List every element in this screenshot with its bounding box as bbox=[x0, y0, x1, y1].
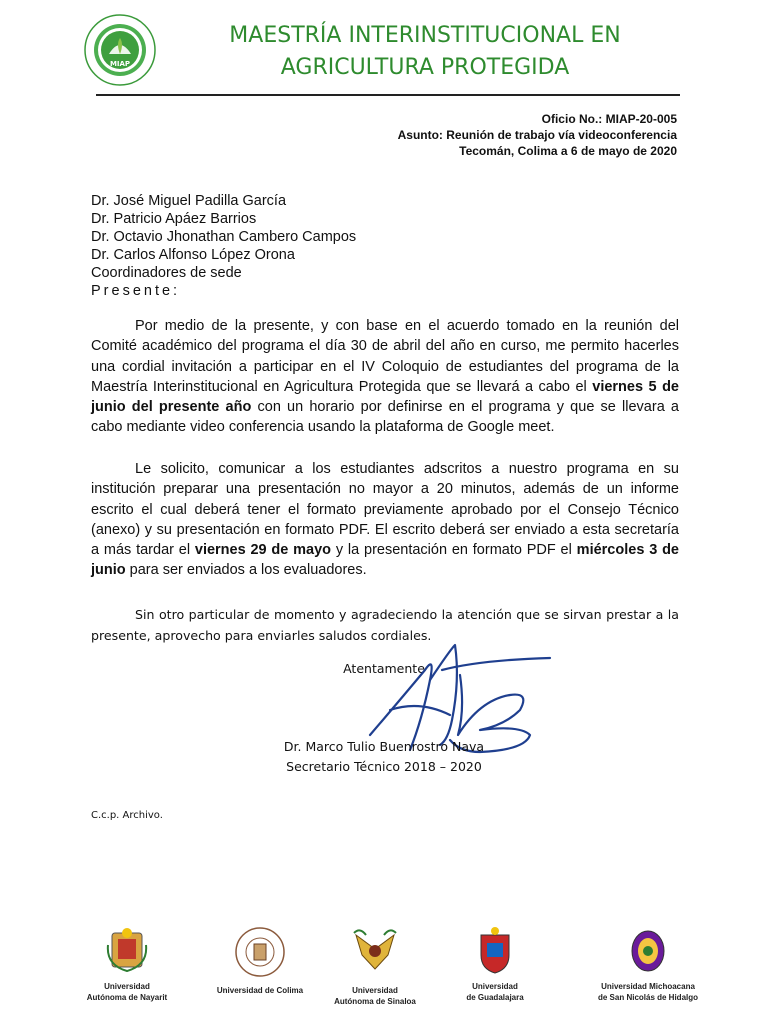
p2-text-a: Le solicito, comunicar a los estudiantes adscritos a nuestro programa en su institución preparar una presentación no mayor a 20 minutos, además de un informe escrito el cual deberá tener el formato previamente aprobado por el Consejo Técnico (anexo) y su presentación en formato PDF. El escrito deberá ser enviado a esta secretaría a más tardar el bbox=[91, 461, 679, 559]
program-title-line2: AGRICULTURA PROTEGIDA bbox=[280, 55, 570, 80]
recipients-role: Coordinadores de sede bbox=[91, 265, 242, 281]
signer-role: Secretario Técnico 2018 – 2020 bbox=[286, 759, 482, 774]
presente-label: Presente: bbox=[91, 283, 181, 299]
university-guadalajara bbox=[440, 925, 550, 1003]
oficio-place-date: Tecomán, Colima a 6 de mayo de 2020 bbox=[459, 144, 677, 158]
colima-seal-icon bbox=[233, 925, 287, 979]
nayarit-crest-icon bbox=[102, 925, 152, 975]
oficio-number: Oficio No.: MIAP-20-005 bbox=[541, 112, 677, 126]
oficio-subject: Asunto: Reunión de trabajo vía videoconferencia bbox=[397, 128, 677, 142]
university-michoacana bbox=[585, 925, 711, 1003]
university-nayarit bbox=[72, 925, 182, 1003]
paragraph-request bbox=[91, 459, 679, 581]
recipient-2: Dr. Patricio Apáez Barrios bbox=[91, 211, 257, 227]
michoacana-line2: de San Nicolás de Hidalgo bbox=[597, 993, 699, 1002]
svg-text:MIAP: MIAP bbox=[109, 60, 131, 68]
guadalajara-line2: de Guadalajara bbox=[466, 993, 524, 1002]
p2-pdf-date-bold: miércoles 3 de junio bbox=[91, 542, 679, 579]
signer-name: Dr. Marco Tulio Buenrostro Nava bbox=[283, 739, 485, 754]
p2-text-e: para ser enviados a los evaluadores. bbox=[125, 562, 367, 579]
p1-text-c: con un horario por definirse en el programa y que se llevara a cabo mediante video conferencia usando la plataforma de Google meet. bbox=[91, 399, 679, 436]
guadalajara-line1: Universidad bbox=[472, 982, 518, 991]
university-colima bbox=[205, 925, 315, 996]
sinaloa-line2: Autónoma de Sinaloa bbox=[334, 997, 416, 1006]
recipient-3: Dr. Octavio Jhonathan Cambero Campos bbox=[91, 229, 357, 245]
nayarit-line2: Autónoma de Nayarit bbox=[86, 993, 168, 1002]
colima-line1: Universidad de Colima bbox=[216, 986, 304, 995]
nayarit-line1: Universidad bbox=[104, 982, 150, 991]
sinaloa-eagle-icon bbox=[348, 925, 402, 979]
recipient-4: Dr. Carlos Alfonso López Orona bbox=[91, 247, 295, 263]
guadalajara-shield-icon bbox=[475, 925, 515, 975]
p2-text-c: y la presentación en formato PDF el bbox=[331, 542, 577, 559]
university-sinaloa bbox=[320, 925, 430, 1007]
program-title-line1: MAESTRÍA INTERINSTITUCIONAL EN bbox=[229, 23, 621, 48]
michoacana-crest-icon bbox=[628, 925, 668, 975]
header-divider bbox=[96, 94, 680, 96]
p2-deadline-bold: viernes 29 de mayo bbox=[194, 542, 332, 559]
p1-date-bold: viernes 5 de junio del presente año bbox=[91, 378, 679, 416]
atentamente-label: Atentamente bbox=[343, 661, 425, 676]
ccp-note: C.c.p. Archivo. bbox=[91, 810, 163, 821]
closing-paragraph: Sin otro particular de momento y agradeciendo la atención que se sirvan prestar a la presente, aprovecho para enviarles saludos cordiales. bbox=[91, 607, 679, 643]
paragraph-invitation bbox=[91, 316, 679, 438]
recipient-1: Dr. José Miguel Padilla García bbox=[91, 193, 287, 209]
miap-logo bbox=[84, 14, 156, 86]
michoacana-line1: Universidad Michoacana bbox=[601, 982, 695, 991]
sinaloa-line1: Universidad bbox=[352, 986, 398, 995]
p1-text-a: Por medio de la presente, y con base en el acuerdo tomado en la reunión del Comité académico del programa el día 30 de abril del año en curso, me permito hacerles una cordial invitación a participar en el IV Coloquio de estudiantes del programa de la Maestría Interinstitucional en Agricultura Protegida que se llevará a cabo el bbox=[91, 318, 679, 395]
